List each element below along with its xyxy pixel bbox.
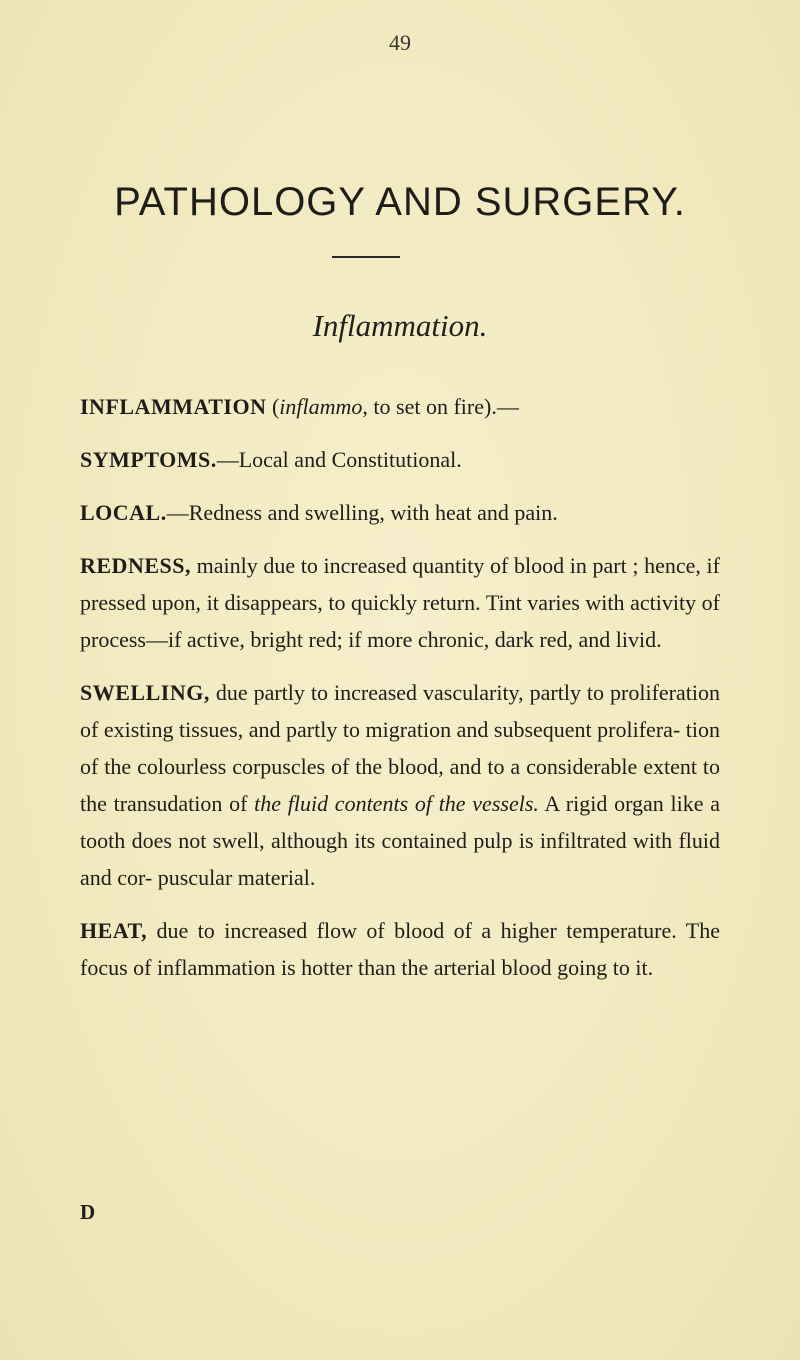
term-symptoms: SYMPTOMS. bbox=[80, 447, 217, 472]
paragraph-text: ( bbox=[266, 394, 280, 419]
term-redness: REDNESS, bbox=[80, 553, 191, 578]
paragraph-text: A rigid organ like a tooth does not swell, although its contained pulp is infiltrated with fluid and cor- puscular material. bbox=[80, 791, 720, 890]
latin-term: inflammo bbox=[279, 394, 363, 419]
paragraph-text: , to set on fire).— bbox=[362, 394, 519, 419]
paragraph-swelling bbox=[80, 674, 720, 896]
paragraph-text: mainly due to increased quantity of blood in part ; hence, if pressed upon, it disappears, to quickly return. Tint varies with activity of process—if active, bright red; if more chronic, dark red, and livid. bbox=[80, 553, 720, 652]
paragraph-symptoms bbox=[80, 441, 720, 478]
paragraph-local bbox=[80, 494, 720, 531]
section-title: Inflammation. bbox=[312, 308, 488, 343]
page-number: 49 bbox=[389, 30, 411, 55]
term-swelling: SWELLING, bbox=[80, 680, 210, 705]
paragraph-text: —Redness and swelling, with heat and pain. bbox=[166, 500, 558, 525]
paragraph-text: —Local and Constitutional. bbox=[216, 447, 462, 472]
paragraph-inflammation bbox=[80, 388, 720, 425]
body-text bbox=[80, 388, 720, 1002]
paragraph-redness bbox=[80, 547, 720, 658]
paragraph-heat bbox=[80, 912, 720, 986]
paragraph-text: due partly to increased vascularity, partly to proliferation of existing tissues, and partly to migration and subsequent prolifera- tion of the colourless corpuscles of the blood, and to a considerable extent to the transudation of bbox=[80, 680, 720, 816]
term-inflammation: INFLAMMATION bbox=[80, 394, 267, 419]
main-heading: PATHOLOGY AND SURGERY. bbox=[114, 180, 686, 224]
signature-mark: D bbox=[80, 1200, 96, 1224]
heading-rule bbox=[332, 256, 400, 258]
term-heat: HEAT, bbox=[80, 918, 148, 943]
italic-phrase: the fluid contents of the vessels. bbox=[254, 791, 539, 816]
term-local: LOCAL. bbox=[80, 500, 167, 525]
paragraph-text: due to increased flow of blood of a higher temperature. The focus of inflammation is hotter than the arterial blood going to it. bbox=[80, 918, 720, 980]
